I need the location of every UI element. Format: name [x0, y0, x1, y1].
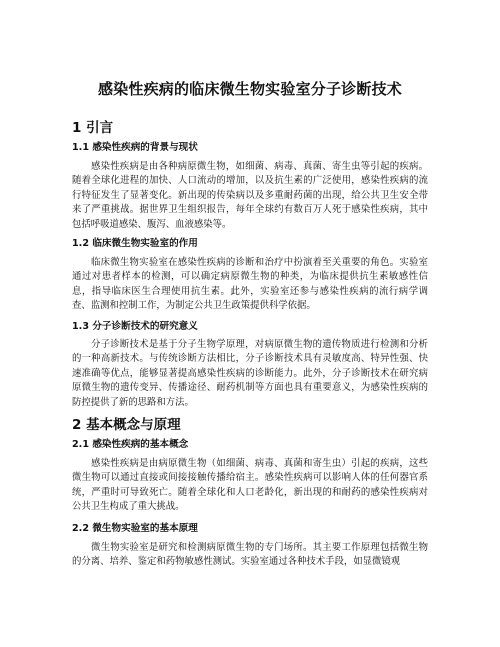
paragraph-1-3: 分子诊断技术是基于分子生物学原理，对病原微生物的遗传物质进行检测和分析的一种高新技术。与传统诊断方法相比，分子诊断技术具有灵敏度高、特异性强、快速准确等优点，能够显著提高感染性疾病的诊断能力。此外，分子诊断技术在研究病原微生物的遗传变异、传播途径、耐药机制等方面也具有重要意义，为感染性疾病的防控提供了新的思路和方法。 [72, 339, 428, 408]
paragraph-2-1: 感染性疾病是由病原微生物（如细菌、病毒、真菌和寄生虫）引起的疾病，这些微生物可以通过直接或间接接触传播给宿主。感染性疾病可以影响人体的任何器官系统，严重时可导致死亡。随着全球化和人口老龄化，新出现的和耐药的感染性疾病对公共卫生构成了重大挑战。 [72, 458, 428, 513]
subsection-heading-1-1: 1.1 感染性疾病的背景与现状 [72, 142, 198, 153]
paragraph-1-1: 感染性疾病是由各种病原微生物，如细菌、病毒、真菌、寄生虫等引起的疾病。随着全球化进程的加快、人口流动的增加，以及抗生素的广泛使用，感染性疾病的流行特征发生了显著变化。新出现的传染病以及多重耐药菌的出现，给公共卫生安全带来了严重挑战。据世界卫生组织报告，每年全球约有数百万人死于感染性疾病，其中包括呼吸道感染、腹泻、血液感染等。 [72, 161, 428, 230]
subsection-heading-1-2: 1.2 临床微生物实验室的作用 [72, 238, 198, 249]
section-heading-concepts: 2 基本概念与原理 [72, 417, 181, 433]
paragraph-1-2: 临床微生物实验室在感染性疾病的诊断和治疗中扮演着至关重要的角色。实验室通过对患者样本的检测，可以确定病原微生物的种类，为临床提供抗生素敏感性信息，指导临床医生合理使用抗生素。此外，实验室还参与感染性疾病的流行病学调查、监测和控制工作，为制定公共卫生政策提供科学依据。 [72, 257, 428, 312]
paragraph-2-2: 微生物实验室是研究和检测病原微生物的专门场所。其主要工作原理包括微生物的分离、培养、鉴定和药物敏感性测试。实验室通过各种技术手段，如显微镜观 [72, 542, 428, 568]
subsection-heading-2-2: 2.2 微生物实验室的基本原理 [72, 523, 198, 534]
subsection-heading-1-3: 1.3 分子诊断技术的研究意义 [72, 321, 198, 332]
subsection-heading-2-1: 2.1 感染性疾病的基本概念 [72, 439, 189, 450]
document-title: 感染性疾病的临床微生物实验室分子诊断技术 [97, 80, 402, 98]
section-heading-intro: 1 引言 [72, 120, 114, 136]
